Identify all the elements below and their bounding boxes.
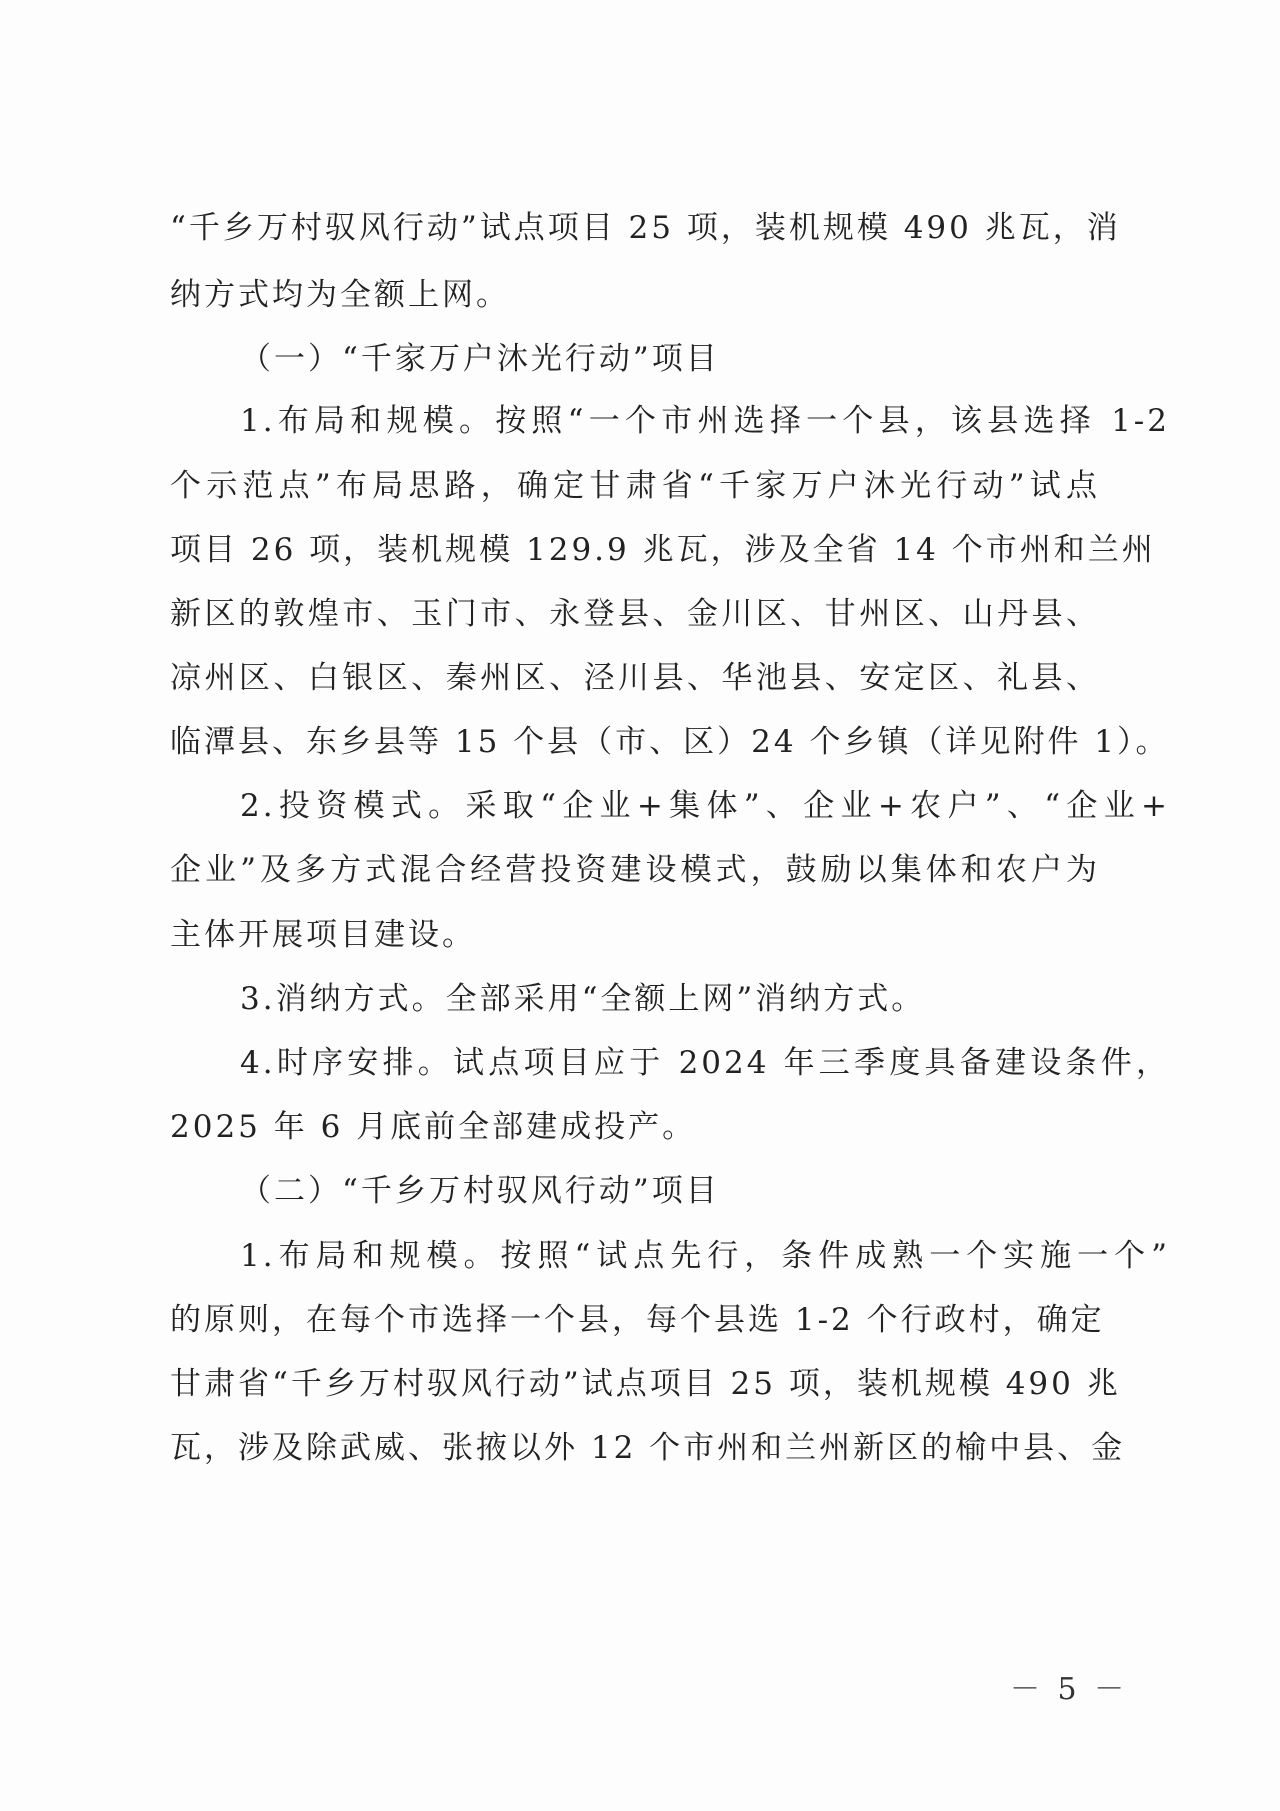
text-line: 瓦，涉及除武威、张掖以外 12 个市州和兰州新区的榆中县、金 <box>170 1430 1126 1466</box>
text-line: 2025 年 6 月底前全部建成投产。 <box>170 1109 697 1145</box>
text-line: 主体开展项目建设。 <box>170 917 476 953</box>
text-line: 企业”及多方式混合经营投资建设模式，鼓励以集体和农户为 <box>170 852 1100 888</box>
text-line: 的原则，在每个市选择一个县，每个县选 1-2 个行政村，确定 <box>170 1302 1105 1338</box>
text-line: 3.消纳方式。全部采用“全额上网”消纳方式。 <box>240 981 926 1017</box>
text-line: 凉州区、白银区、秦州区、泾川县、华池县、安定区、礼县、 <box>170 660 1100 696</box>
section-heading-2: （二）“千乡万村驭风行动”项目 <box>240 1173 720 1209</box>
text-line: 1.布局和规模。按照“一个市州选择一个县，该县选择 1-2 <box>240 403 1170 439</box>
text-line: 新区的敦煌市、玉门市、永登县、金川区、甘州区、山丹县、 <box>170 596 1100 632</box>
section-heading-1: （一）“千家万户沐光行动”项目 <box>240 341 720 377</box>
text-line: “千乡万村驭风行动”试点项目 25 项，装机规模 490 兆瓦，消 <box>170 210 1121 246</box>
text-line: 临潭县、东乡县等 15 个县（市、区）24 个乡镇（详见附件 1）。 <box>170 724 1170 760</box>
text-line: 纳方式均为全额上网。 <box>170 277 510 313</box>
text-line: 项目 26 项，装机规模 129.9 兆瓦，涉及全省 14 个市州和兰州 <box>170 532 1156 568</box>
text-line: 4.时序安排。试点项目应于 2024 年三季度具备建设条件， <box>240 1045 1170 1081</box>
text-line: 2.投资模式。采取“企业+集体”、企业+农户”、“企业+ <box>240 788 1170 824</box>
text-line: 个示范点”布局思路，确定甘肃省“千家万户沐光行动”试点 <box>170 468 1100 504</box>
text-line: 1.布局和规模。按照“试点先行，条件成熟一个实施一个” <box>240 1238 1170 1274</box>
page-number: － 5 － <box>1010 1672 1129 1707</box>
text-line: 甘肃省“千乡万村驭风行动”试点项目 25 项，装机规模 490 兆 <box>170 1366 1121 1402</box>
